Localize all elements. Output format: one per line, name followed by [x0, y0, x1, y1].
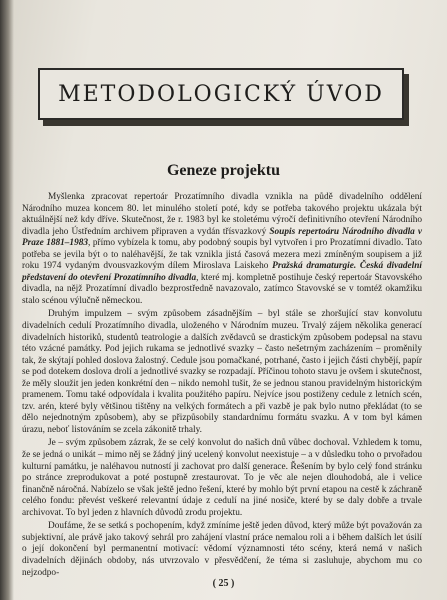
spine-shadow: [0, 0, 14, 600]
paragraph-4: Doufáme, že se setká s pochopením, když zmíníme ještě jeden důvod, který může být považován za subjektivní, ale právě jako takový sehrál pro zahájení vlastní práce nemalou roli a i během dalších let úsilí o její dokončení byl permanentní motivací: vědomí významnosti této scény, která nemá v našich divadelních dějinách obdoby, nás utvrzovalo v přesvědčení, že téma si zasluhuje, abychom mu co nejzodpo-: [22, 521, 422, 578]
paragraph-1-text-c: , přímo vybízela k tomu, aby podobný soupis byl vytvořen i pro Prozatímní divadlo. Tato potřeba se jevila být o to naléhavější, že tak vznikla jistá časová mezera mezi zmíněným soupisem a již roku 1974 vydaným dvousvazkovým dílem Miroslava Laiskeho: [22, 238, 422, 272]
title-prazska-dramaturgie: Pražská dramaturgie. Česká divadelní představení do otevření Prozatímního divadla: [22, 261, 422, 283]
paragraph-1: [22, 192, 422, 307]
paragraph-2: Druhým impulzem – svým způsobem zásadnějším – byl stále se zhoršující stav konvolutu divadelních cedulí Prozatímního divadla, uloženého v Národním muzeu. Trvalý zájem několika generací divadelních historiků, studentů teatrologie a dalších zvědavců se drastickým způsobem podepsal na stavu této vzácné památky. Pod jejich rukama se jednotlivé svazky – často nešetrným zacházením – proměnily tak, že skýtají pohled doslova žalostný. Cedule jsou pomačkané, potrhané, často i jejich části chybějí, papír se pod dotekem doslova drolí a jednotlivé svazky se rozpadají. Příčinou tohoto stavu je ovšem i skutečnost, že měly sloužit jen jeden konkrétní den – nikdo nemohl tušit, že se jednou stanou pravidelným historickým pramenem. Tomu také odpovídala i kvalita použitého papíru. Nejvíce jsou postiženy cedule z letních scén, tzv. arén, které byly většinou tištěny na velkých formátech a při vazbě je pak bylo nutno překládat (to se dělo nejednotným způsobem), aby se přizpůsobily standardnímu formátu svazku. A v tom byl kámen úrazu, neboť listováním se zcela zákonitě trhaly.: [22, 309, 422, 435]
paragraph-3: Je – svým způsobem zázrak, že se celý konvolut do našich dnů vůbec dochoval. Vzhledem k tomu, že se jedná o unikát – mimo něj se žádný jiný ucelený konvolut neexistuje – a v důsledku toho o prvořadou kulturní památku, je naléhavou nutností ji zachovat pro další generace. Řešením by bylo celý fond stránku po stránce zreprodukovat a poté postupně zrestaurovat. To je věc ale nejen dlouhodobá, ale i velice finančně náročná. Nabízelo se však ještě jedno řešení, které by mohlo být první etapou na cestě k záchraně celého fondu: převést veškeré relevantní údaje z cedulí na jiné nosiče, které by se daly dobře a trvale archivovat. To byl jeden z hlavních důvodů zrodu projektu.: [22, 438, 422, 518]
paragraph-1-text-a: Myšlenka zpracovat repertoár Prozatímního divadla vznikla na půdě divadelního oddělení Národního muzea koncem 80. let minulého století poté, kdy se potřeba takového projektu ukázala být aktuálnější než kdy dříve. Skutečnost, že r. 1983 byl ke stoletému výročí definitivního otevření Národního divadla jeho Ústředním archivem připraven a vydán třísvazkový: [22, 192, 422, 237]
title-soupis-repertoaru: Soupis repertoáru Národního divadla v Praze 1881–1983: [22, 226, 422, 249]
chapter-title: METODOLOGICKÝ ÚVOD: [58, 81, 384, 107]
section-heading: Geneze projektu: [166, 162, 280, 179]
chapter-banner: [38, 68, 404, 120]
page-number: ( 25 ): [212, 578, 235, 589]
paragraph-1-text-e: , které mj. kompletně postihuje český repertoár Stavovského divadla, na nějž Prozatímní divadlo bezprostředně navazovalo, zatímco Stavovské se v tomtéž okamžiku stalo scénou výlučně německou.: [22, 272, 423, 306]
body-text: [22, 192, 422, 579]
